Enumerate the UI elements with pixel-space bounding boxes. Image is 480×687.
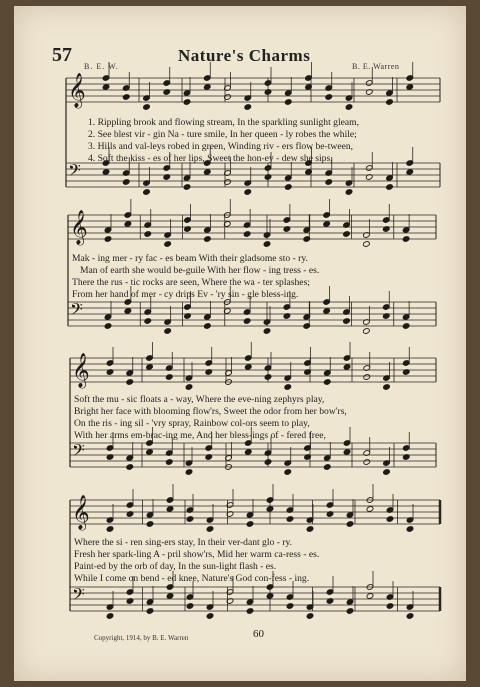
copyright-notice: Copyright, 1914, by B. E. Warren bbox=[94, 634, 189, 642]
note-head bbox=[164, 328, 172, 335]
note-head bbox=[284, 184, 292, 191]
note-head bbox=[186, 516, 194, 523]
note-head bbox=[343, 364, 351, 371]
note-head bbox=[303, 323, 311, 330]
note-head bbox=[406, 84, 414, 91]
hymn-number: 57 bbox=[52, 44, 72, 66]
clef-icon: 𝄢 bbox=[70, 299, 83, 323]
note-head bbox=[144, 231, 152, 238]
note-head bbox=[402, 323, 410, 330]
note-head bbox=[346, 608, 354, 615]
note-head bbox=[386, 516, 394, 523]
note-head bbox=[185, 384, 193, 391]
note-head bbox=[264, 374, 272, 381]
note-head bbox=[124, 308, 132, 315]
note-head bbox=[203, 169, 211, 176]
note-head bbox=[284, 384, 292, 391]
note-head bbox=[126, 464, 134, 471]
note-head bbox=[146, 449, 154, 456]
note-head bbox=[244, 104, 252, 111]
note-head bbox=[206, 526, 214, 533]
note-head bbox=[325, 94, 333, 101]
clef-icon: 𝄢 bbox=[68, 160, 81, 184]
note-head bbox=[102, 169, 110, 176]
note-head bbox=[246, 521, 254, 528]
note-head bbox=[204, 323, 212, 330]
note-head bbox=[284, 99, 292, 106]
note-head bbox=[363, 459, 371, 466]
note-head bbox=[323, 379, 331, 386]
note-head bbox=[263, 241, 271, 248]
clef-icon: 𝄞 bbox=[72, 353, 90, 388]
note-head bbox=[406, 526, 414, 533]
lyric-line: On the ris - ing sil - 'vry spray, Rainbow col-ors seem to play, bbox=[74, 418, 310, 429]
note-head bbox=[266, 593, 274, 600]
note-head bbox=[244, 364, 252, 371]
note-head bbox=[122, 179, 130, 186]
note-head bbox=[323, 308, 331, 315]
note-head bbox=[264, 459, 272, 466]
note-head bbox=[102, 84, 110, 91]
note-head bbox=[166, 593, 174, 600]
note-head bbox=[406, 613, 414, 620]
note-head bbox=[146, 364, 154, 371]
clef-icon: 𝄢 bbox=[72, 584, 85, 608]
lyric-line: Soft the mu - sic floats a - way, Where the eve-ning zephyrs play, bbox=[74, 394, 325, 405]
note-head bbox=[386, 99, 394, 106]
note-head bbox=[185, 469, 193, 476]
note-head bbox=[386, 184, 394, 191]
note-head bbox=[146, 521, 154, 528]
note-head bbox=[124, 221, 132, 228]
clef-icon: 𝄞 bbox=[70, 210, 88, 245]
note-head bbox=[366, 506, 374, 513]
note-head bbox=[204, 236, 212, 243]
lyric-line: 3. Hills and val-leys robed in green, Winding riv - ers flow be-tween, bbox=[88, 141, 354, 152]
note-head bbox=[164, 241, 172, 248]
note-head bbox=[363, 374, 371, 381]
note-head bbox=[346, 521, 354, 528]
note-head bbox=[323, 221, 331, 228]
lyric-line: Mak - ing mer - ry fac - es beam With their gladsome sto - ry. bbox=[72, 253, 308, 264]
lyric-line: There the rus - tic rocks are seen, Where the wa - ter splashes; bbox=[72, 277, 310, 288]
note-head bbox=[104, 323, 112, 330]
note-head bbox=[146, 608, 154, 615]
note-head bbox=[203, 84, 211, 91]
note-head bbox=[106, 526, 114, 533]
note-head bbox=[143, 104, 151, 111]
note-head bbox=[243, 318, 251, 325]
note-head bbox=[286, 516, 294, 523]
note-head bbox=[363, 241, 371, 248]
words-credit: B. E. W. bbox=[84, 62, 119, 71]
note-head bbox=[406, 169, 414, 176]
note-head bbox=[244, 449, 252, 456]
note-head bbox=[363, 328, 371, 335]
note-head bbox=[286, 603, 294, 610]
lyric-line: While I come on bend - ed knee, Nature's God con-fess - ing. bbox=[74, 573, 310, 584]
lyric-line: 1. Rippling brook and flowing stream, In the sparkling sunlight gleam, bbox=[88, 117, 359, 128]
note-head bbox=[143, 189, 151, 196]
lyric-line: Man of earth she would be-guile With her flow - ing tress - es. bbox=[80, 265, 320, 276]
note-head bbox=[345, 189, 353, 196]
note-head bbox=[343, 231, 351, 238]
note-head bbox=[166, 506, 174, 513]
note-head bbox=[383, 469, 391, 476]
lyric-line: Bright her face with blooming flow'rs, Sweet the odor from her bow'rs, bbox=[74, 406, 347, 417]
note-head bbox=[165, 374, 173, 381]
lyric-line: Paint-ed by the orb of day, In the sun-light flash - es. bbox=[74, 561, 277, 572]
lyric-line: Fresh her spark-ling A - pril show'rs, Mid her warm ca-ress - es. bbox=[74, 549, 320, 560]
clef-icon: 𝄢 bbox=[72, 440, 85, 464]
note-head bbox=[263, 328, 271, 335]
lyric-line: Where the si - ren sing-ers stay, In their ver-dant glo - ry. bbox=[74, 537, 293, 548]
note-head bbox=[345, 104, 353, 111]
hymn-title: Nature's Charms bbox=[178, 46, 311, 65]
clef-icon: 𝄞 bbox=[68, 73, 86, 108]
note-head bbox=[122, 94, 130, 101]
clef-icon: 𝄞 bbox=[72, 495, 90, 530]
lyric-line: 4. Soft the kiss - es of her lips, Sweet the hon-ey - dew she sips, bbox=[88, 153, 333, 164]
note-head bbox=[243, 231, 251, 238]
note-head bbox=[306, 613, 314, 620]
note-head bbox=[343, 449, 351, 456]
note-head bbox=[144, 318, 152, 325]
note-head bbox=[306, 526, 314, 533]
note-head bbox=[266, 506, 274, 513]
note-head bbox=[402, 236, 410, 243]
note-head bbox=[323, 464, 331, 471]
lyric-line: 2. See blest vir - gin Na - ture smile, In her queen - ly robes the while; bbox=[88, 129, 357, 140]
music-credit: B. E. Warren bbox=[352, 62, 400, 71]
note-head bbox=[165, 459, 173, 466]
note-head bbox=[383, 384, 391, 391]
lyric-line: With her arms em-brac-ing me, And her bless-ings of - fered free, bbox=[74, 430, 326, 441]
lyric-line: From her hand of mer - cy drips Ev - 'ry sin - gle bless-ing. bbox=[72, 289, 299, 300]
note-head bbox=[284, 469, 292, 476]
note-head bbox=[126, 379, 134, 386]
note-head bbox=[303, 236, 311, 243]
note-head bbox=[325, 179, 333, 186]
note-head bbox=[183, 99, 191, 106]
note-head bbox=[106, 613, 114, 620]
note-head bbox=[366, 593, 374, 600]
note-head bbox=[246, 608, 254, 615]
note-head bbox=[206, 613, 214, 620]
note-head bbox=[244, 189, 252, 196]
note-head bbox=[183, 184, 191, 191]
note-head bbox=[386, 603, 394, 610]
note-head bbox=[186, 603, 194, 610]
note-head bbox=[104, 236, 112, 243]
note-head bbox=[343, 318, 351, 325]
page-number: 60 bbox=[253, 628, 264, 640]
